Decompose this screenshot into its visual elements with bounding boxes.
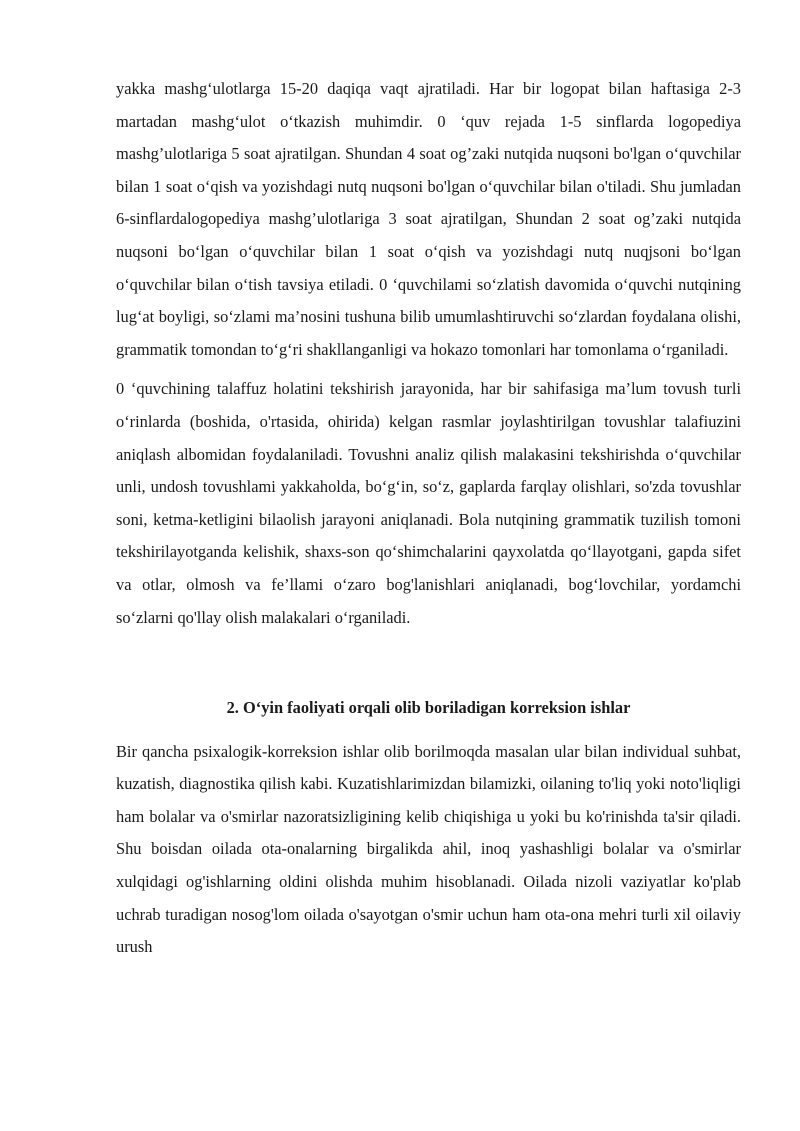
paragraph-1: yakka mashg‘ulotlarga 15-20 daqiqa vaqt ajratiladi. Har bir logopat bilan haftasiga 2-3 martadan mashg‘ulot o‘tkazish muhimdir. 0 ‘quv rejada 1-5 sinflarda logopediya mashg’ulotlariga 5 soat ajratilgan. Shundan 4 soat og’zaki nutqida nuqsoni bo'lgan o‘quvchilar bilan 1 soat o‘qish va yozishdagi nutq nuqsoni bo'lgan o‘quvchilar bilan o'tiladi. Shu jumladan 6-sinflardalogopediya mashg’ulotlariga 3 soat ajratilgan, Shundan 2 soat og’zaki nutqida nuqsoni bo‘lgan o‘quvchilar bilan 1 soat o‘qish va yozishdagi nutq nuqjsoni bo‘lgan o‘quvchilar bilan o‘tish tavsiya etiladi. 0 ‘quvchilami so‘zlatish davomida o‘quvchi nutqining lug‘at boyligi, so‘zlami ma’nosini tushuna bilib umumlashtiruvchi so‘zlardan foydalana olishi, grammatik tomondan to‘g‘ri shakllanganligi va hokazo tomonlari har tomonlama o‘rganiladi. bbox=[116, 79, 741, 359]
section-heading: 2. O‘yin faoliyati orqali olib boriladigan korreksion ishlar bbox=[226, 698, 631, 718]
paragraph-3: Bir qancha psixalogik-korreksion ishlar olib borilmoqda masalan ular bilan individual suhbat, kuzatish, diagnostika qilish kabi. Kuzatishlarimizdan bilamizki, oilaning to'liq yoki noto'liqligi ham bolalar va o'smirlar nazoratsizligining kelib chiqishiga u yoki bu ko'rinishda ta'sir qiladi. Shu boisdan oilada ota-onalarning birgalikda ahil, inoq yashashligi bolalar va o'smirlar xulqidagi og'ishlarning oldini olishda muhim hisoblanadi. Oilada nizoli vaziyatlar ko'plab uchrab turadigan nosog'lom oilada o'sayotgan o'smir uchun ham ota-ona mehri turli xil oilaviy urush bbox=[116, 741, 741, 957]
document-page bbox=[116, 73, 741, 964]
paragraph-2: 0 ‘quvchining talaffuz holatini tekshirish jarayonida, har bir sahifasiga ma’lum tovush turli o‘rinlarda (boshida, o'rtasida, ohirida) kelgan rasmlar joylashtirilgan tovushlar talafiuzini aniqlash albomidan foydalaniladi. Tovushni analiz qilish malakasini tekshirishda o‘quvchilar unli, undosh tovushlami yakkaholda, bo‘g‘in, so‘z, gaplarda farqlay olishlari, so'zda tovushlar soni, ketma-ketligini bilaolish jarayoni aniqlanadi. Bola nutqining grammatik tuzilish tomoni tekshirilayotganda kelishik, shaxs-son qo‘shimchalarini qayxolatda qo‘llayotgani, gapda sifet va otlar, olmosh va fe’llami o‘zaro bog'lanishlari aniqlanadi, bog‘lovchilar, yordamchi so‘zlarni qo'llay olish malakalari o‘rganiladi. bbox=[116, 379, 741, 627]
